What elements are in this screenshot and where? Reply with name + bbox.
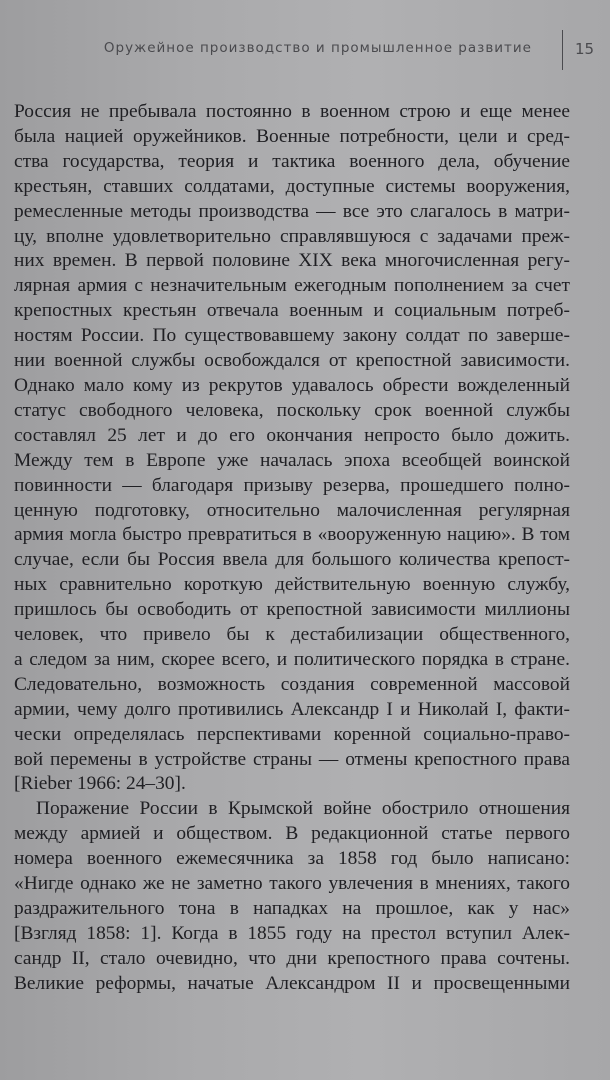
text-line: Следовательно, возможность создания современной массовой: [14, 673, 570, 695]
text-line: крепостных крестьян отвечала военным и социальным потреб-: [14, 300, 570, 322]
text-line: а следом за ним, скорее всего, и политического порядка в стране.: [14, 648, 570, 670]
text-line: повинности — благодаря призыву резерва, прошедшего полно-: [14, 474, 570, 496]
text-line: «Нигде однако же не заметно такого увлечения в мнениях, такого: [14, 873, 570, 895]
text-line: ценную подготовку, относительно малочисленная регулярная: [14, 499, 570, 521]
text-line: Однако мало кому из рекрутов удавалось обрести вожделенный: [14, 374, 570, 396]
text-line: пришлось бы освободить от крепостной зависимости миллионы: [14, 599, 570, 621]
text-line: армии, чему долго противились Александр I и Николай I, факти-: [14, 698, 570, 720]
text-line: номера военного ежемесячника за 1858 год было написано:: [14, 848, 570, 870]
text-line: крестьян, ставших солдатами, доступные системы вооружения,: [14, 175, 570, 197]
text-line: чески определялась перспективами коренной социально-право-: [14, 723, 570, 745]
text-line: лярная армия с незначительным ежегодным пополнением за счет: [14, 275, 570, 297]
body-text: [14, 100, 570, 997]
text-line: Россия не пребывала постоянно в военном строю и еще менее: [14, 101, 570, 122]
text-line: [Взгляд 1858: 1]. Когда в 1855 году на престол вступил Алек-: [14, 922, 570, 944]
header-divider: [562, 30, 563, 70]
text-line: сандр II, стало очевидно, что дни крепостного права сочтены.: [14, 947, 570, 969]
text-line: случае, если бы Россия ввела для большого количества крепост-: [14, 549, 570, 571]
text-line: них времен. В первой половине XIX века многочисленная регу-: [14, 250, 570, 272]
running-head: Оружейное производство и промышленное развитие: [103, 40, 532, 56]
text-line: [Rieber 1966: 24–30].: [14, 773, 186, 795]
text-line: ремесленные методы производства — все это слагалось в матри-: [14, 200, 570, 222]
text-line: Между тем в Европе уже началась эпоха всеобщей воинской: [14, 449, 570, 471]
text-line: ных сравнительно короткую действительную военную службу,: [14, 574, 570, 596]
page-number: 15: [575, 40, 595, 58]
text-line: вой перемены в устройстве страны — отмены крепостного права: [14, 748, 570, 770]
text-line: составлял 25 лет и до его окончания непросто было дожить.: [14, 424, 570, 446]
text-line: цу, вполне удовлетворительно справлявшуюся с задачами преж-: [14, 225, 570, 247]
paragraph-1: [14, 100, 570, 797]
text-line: ства государства, теория и тактика военного дела, обучение: [14, 150, 570, 172]
text-line: человек, что привело бы к дестабилизации общественного,: [14, 624, 570, 646]
text-line: Поражение России в Крымской войне обострило отношения: [36, 798, 570, 820]
text-line: нии военной службы освобождался от крепостной зависимости.: [14, 350, 570, 372]
text-line: ностям России. По существовавшему закону солдат по заверше-: [14, 325, 570, 347]
text-line: армия могла быстро превратиться в «вооруженную нацию». В том: [14, 524, 570, 546]
text-line: была нацией оружейников. Военные потребности, цели и сред-: [14, 125, 570, 147]
text-line: Великие реформы, начатые Александром II и просвещенными: [14, 972, 570, 994]
text-line: раздражительного тона в нападках на прошлое, как у нас»: [14, 898, 570, 919]
text-line: статус свободного человека, поскольку срок военной службы: [14, 399, 570, 421]
paragraph-2: [14, 797, 570, 996]
text-line: между армией и обществом. В редакционной статье первого: [14, 823, 570, 845]
